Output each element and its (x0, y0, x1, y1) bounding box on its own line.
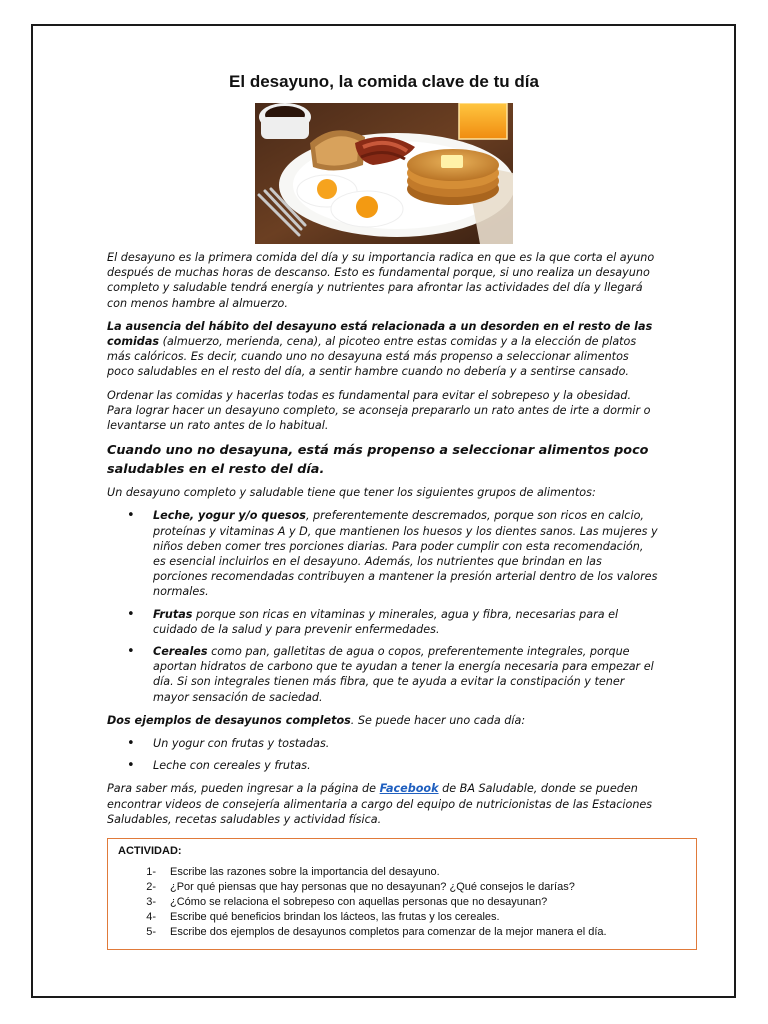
examples-intro (107, 713, 659, 728)
more-info-paragraph (107, 781, 659, 827)
activity-item (118, 925, 686, 940)
absence-rest: (almuerzo, merienda, cena), al picoteo entre estas comidas y a la elección de platos más calóricos. Es decir, cuando uno no desayuna está más propenso a seleccionar alimentos poco saludables en el resto del día, a sentir hambre cuando no debería y a sentirse cansado. (107, 335, 637, 379)
list-item-dairy (107, 508, 659, 599)
activity-item (118, 865, 686, 880)
subheading: Cuando uno no desayuna, está más propenso a seleccionar alimentos poco saludables en el resto del día. (107, 443, 649, 478)
list-item: • Leche con cereales y frutas. (107, 758, 659, 773)
activity-item-number: 1- (146, 866, 156, 878)
activity-item-text: Escribe qué beneficios brindan los lácteos, las frutas y los cereales. (170, 911, 500, 923)
activity-item (118, 880, 686, 895)
activity-item-number: 2- (146, 881, 156, 893)
activity-item-text: ¿Por qué piensas que hay personas que no desayunan? ¿Qué consejos le darías? (170, 881, 575, 893)
food-group-name: Cereales (153, 645, 208, 659)
absence-bold: La ausencia del hábito del desayuno está relacionada a un desorden en el resto de las comidas (107, 319, 653, 349)
absence-paragraph (107, 319, 659, 380)
examples-bold: Dos ejemplos de desayunos completos (107, 713, 351, 727)
facebook-link[interactable]: Facebook (379, 782, 439, 796)
intro-paragraph: El desayuno es la primera comida del día y su importancia radica en que es la que corta el ayuno después de muchas horas de descanso. Esto es fundamental porque, si uno realiza un desayuno completo y saludable tendrá energía y nutrientes para afrontar las actividades del día y llegará con menos hambre al almuerzo. (107, 251, 655, 310)
order-paragraph: Ordenar las comidas y hacerlas todas es fundamental para evitar el sobrepeso y la obesidad. Para lograr hacer un desayuno completo, se aconseja prepararlo un rato antes de irte a dormir o levantarse un rato antes de lo habitual. (107, 388, 651, 433)
food-group-name: Leche, yogur y/o quesos (153, 509, 306, 523)
activity-item-text: Escribe dos ejemplos de desayunos completos para comenzar de la mejor manera el día. (170, 926, 607, 938)
page-title: El desayuno, la comida clave de tu día (229, 72, 539, 91)
examples-list (107, 736, 659, 773)
activity-box (107, 838, 697, 950)
activity-item-number: 5- (146, 926, 156, 938)
activity-item (118, 895, 686, 910)
breakfast-photo (255, 103, 513, 244)
more-info-after: de BA Saludable, donde se pueden encontrar videos de consejería alimentaria a cargo del equipo de nutricionistas de las Estaciones Saludables, recetas saludables y actividad física. (107, 782, 653, 826)
food-groups-list (107, 508, 659, 704)
activity-item-number: 4- (146, 911, 156, 923)
activity-title: ACTIVIDAD: (118, 845, 182, 857)
food-group-text: como pan, galletitas de agua o copos, preferentemente integrales, porque aportan hidratos de carbono que te ayudan a tener la energía necesaria para empezar el día. Si son integrales tienen más fibra, que te ayuda a evitar la constipación y tener mayor sensación de saciedad. (153, 645, 654, 704)
more-info-before: Para saber más, pueden ingresar a la página de (107, 782, 380, 796)
list-item-cereals (107, 644, 659, 705)
article-body (107, 250, 659, 835)
activity-list (118, 865, 686, 940)
examples-rest: . Se puede hacer uno cada día: (350, 713, 526, 727)
list-item: • Un yogur con frutas y tostadas. (107, 736, 659, 751)
list-item-fruits (107, 607, 659, 637)
activity-item-text: Escribe las razones sobre la importancia del desayuno. (170, 866, 440, 878)
activity-item (118, 910, 686, 925)
activity-item-number: 3- (146, 896, 156, 908)
activity-item-text: ¿Cómo se relaciona el sobrepeso con aquellas personas que no desayunan? (170, 896, 548, 908)
food-group-name: Frutas (153, 607, 193, 621)
food-group-text: , preferentemente descremados, porque son ricos en calcio, proteínas y vitaminas A y D, que mantienen los huesos y los dientes sanos. Las mujeres y niños deben comer tres porciones diarias. Para poder cumplir con esta recomendación, es esencial incluirlos en el desayuno. Además, los nutrientes que brindan en las porciones recomendadas contribuyen a mantener la presión arterial dentro de los valores normales. (153, 509, 658, 599)
groups-intro: Un desayuno completo y saludable tiene que tener los siguientes grupos de alimentos: (107, 486, 596, 500)
food-group-text: porque son ricas en vitaminas y minerales, agua y fibra, necesarias para el cuidado de la salud y para prevenir enfermedades. (153, 607, 619, 636)
